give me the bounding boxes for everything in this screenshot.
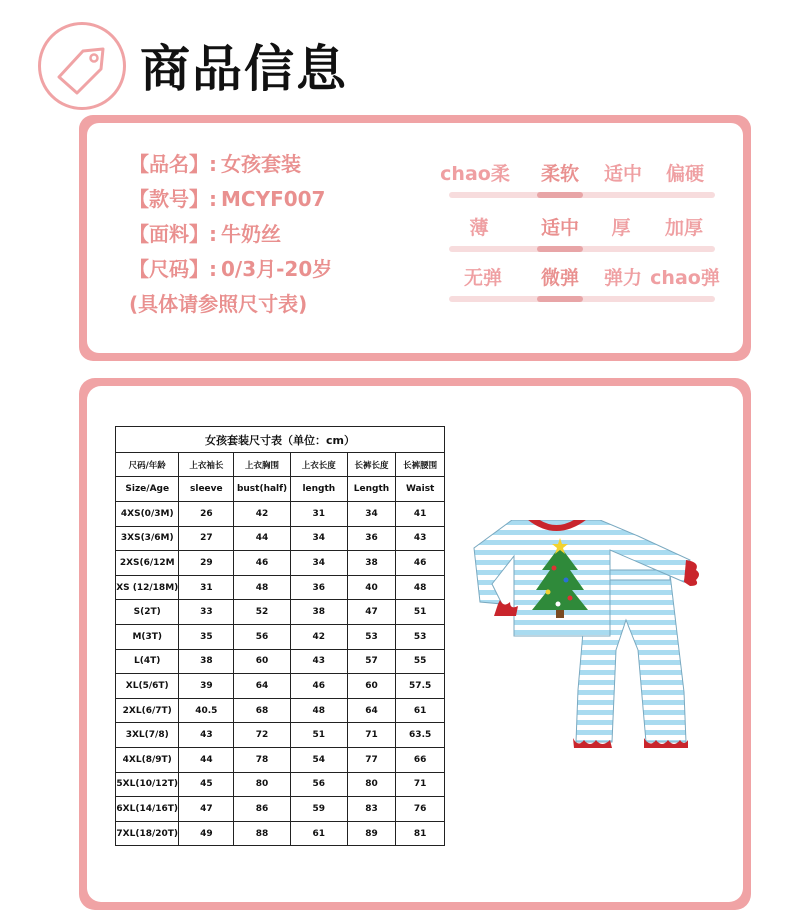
style-number-value: MCYF007 xyxy=(221,187,326,211)
measurement-cell: 71 xyxy=(396,772,445,797)
size-cell: S(2T) xyxy=(116,600,179,625)
header-cell: 上衣胸围 xyxy=(234,453,291,477)
size-cell: XL(5/6T) xyxy=(116,674,179,699)
measurement-cell: 52 xyxy=(234,600,291,625)
size-table-caption: 女孩套装尺寸表（单位：cm） xyxy=(116,427,445,453)
measurement-cell: 44 xyxy=(179,747,234,772)
elasticity-option-3: 弹力 xyxy=(603,267,643,289)
header-cell: bust(half) xyxy=(234,477,291,502)
table-row xyxy=(116,624,445,649)
measurement-cell: 42 xyxy=(290,624,347,649)
size-cell: 4XL(8/9T) xyxy=(116,747,179,772)
measurement-cell: 72 xyxy=(234,723,291,748)
table-row xyxy=(116,649,445,674)
christmas-tree-pajama-illustration xyxy=(470,520,706,756)
measurement-cell: 43 xyxy=(179,723,234,748)
measurement-cell: 34 xyxy=(290,526,347,551)
measurement-cell: 48 xyxy=(290,698,347,723)
measurement-cell: 64 xyxy=(347,698,396,723)
table-row xyxy=(116,526,445,551)
table-row xyxy=(116,698,445,723)
size-cell: L(4T) xyxy=(116,649,179,674)
header-cell: Size/Age xyxy=(116,477,179,502)
table-row xyxy=(116,772,445,797)
size-cell: XS (12/18M) xyxy=(116,575,179,600)
softness-track xyxy=(449,192,715,198)
table-row xyxy=(116,674,445,699)
measurement-cell: 57.5 xyxy=(396,674,445,699)
header-cell: Length xyxy=(347,477,396,502)
fabric-label: 【面料】: xyxy=(129,222,217,246)
elasticity-option-4: chao弹 xyxy=(650,267,720,289)
softness-indicator xyxy=(537,192,583,198)
measurement-cell: 42 xyxy=(234,502,291,527)
size-cell: M(3T) xyxy=(116,624,179,649)
product-name-line xyxy=(129,147,332,182)
size-table-header-en xyxy=(116,477,445,502)
thickness-option-4: 加厚 xyxy=(664,217,704,239)
header-cell: 长裤长度 xyxy=(347,453,396,477)
measurement-cell: 47 xyxy=(347,600,396,625)
softness-scale xyxy=(440,159,715,198)
measurement-cell: 43 xyxy=(290,649,347,674)
header-cell: Waist xyxy=(396,477,445,502)
size-cell: 4XS(0/3M) xyxy=(116,502,179,527)
table-row xyxy=(116,821,445,846)
thickness-option-2: 适中 xyxy=(540,217,580,239)
measurement-cell: 40.5 xyxy=(179,698,234,723)
measurement-cell: 76 xyxy=(396,797,445,822)
table-row xyxy=(116,797,445,822)
measurement-cell: 55 xyxy=(396,649,445,674)
table-row xyxy=(116,600,445,625)
measurement-cell: 61 xyxy=(290,821,347,846)
fabric-value: 牛奶丝 xyxy=(221,222,281,246)
elasticity-option-1: 无弹 xyxy=(463,267,503,289)
measurement-cell: 46 xyxy=(396,551,445,576)
measurement-cell: 36 xyxy=(347,526,396,551)
measurement-cell: 61 xyxy=(396,698,445,723)
size-cell: 2XS(6/12M xyxy=(116,551,179,576)
size-cell: 3XS(3/6M) xyxy=(116,526,179,551)
table-row xyxy=(116,502,445,527)
size-cell: 3XL(7/8) xyxy=(116,723,179,748)
measurement-cell: 53 xyxy=(396,624,445,649)
measurement-cell: 47 xyxy=(179,797,234,822)
elasticity-option-2: 微弹 xyxy=(540,267,580,289)
measurement-cell: 38 xyxy=(179,649,234,674)
size-table xyxy=(115,426,445,846)
size-cell: 7XL(18/20T) xyxy=(116,821,179,846)
measurement-cell: 48 xyxy=(396,575,445,600)
table-row xyxy=(116,723,445,748)
table-row xyxy=(116,551,445,576)
thickness-track xyxy=(449,246,715,252)
measurement-cell: 46 xyxy=(290,674,347,699)
price-tag-icon xyxy=(38,22,126,110)
elasticity-indicator xyxy=(537,296,583,302)
size-range-label: 【尺码】: xyxy=(129,257,217,281)
page-title: 商品信息 xyxy=(140,40,348,98)
measurement-cell: 56 xyxy=(234,624,291,649)
softness-option-3: 适中 xyxy=(603,163,643,185)
measurement-cell: 29 xyxy=(179,551,234,576)
thickness-scale xyxy=(449,213,715,252)
measurement-cell: 56 xyxy=(290,772,347,797)
product-name-label: 【品名】: xyxy=(129,152,217,176)
softness-option-1: chao柔 xyxy=(440,163,510,185)
measurement-cell: 59 xyxy=(290,797,347,822)
measurement-cell: 68 xyxy=(234,698,291,723)
measurement-cell: 81 xyxy=(396,821,445,846)
measurement-cell: 80 xyxy=(234,772,291,797)
measurement-cell: 66 xyxy=(396,747,445,772)
measurement-cell: 46 xyxy=(234,551,291,576)
size-table-header-cn xyxy=(116,453,445,477)
measurement-cell: 41 xyxy=(396,502,445,527)
measurement-cell: 63.5 xyxy=(396,723,445,748)
measurement-cell: 43 xyxy=(396,526,445,551)
measurement-cell: 53 xyxy=(347,624,396,649)
product-info-card xyxy=(79,115,751,361)
header-cell: 上衣袖长 xyxy=(179,453,234,477)
size-range-line xyxy=(129,252,332,287)
measurement-cell: 34 xyxy=(347,502,396,527)
softness-option-4: 偏硬 xyxy=(665,163,705,185)
measurement-cell: 51 xyxy=(396,600,445,625)
softness-option-2: 柔软 xyxy=(540,163,580,185)
measurement-cell: 60 xyxy=(234,649,291,674)
measurement-cell: 48 xyxy=(234,575,291,600)
measurement-cell: 40 xyxy=(347,575,396,600)
measurement-cell: 80 xyxy=(347,772,396,797)
measurement-cell: 36 xyxy=(290,575,347,600)
measurement-cell: 35 xyxy=(179,624,234,649)
elasticity-scale xyxy=(449,263,720,302)
elasticity-track xyxy=(449,296,715,302)
measurement-cell: 26 xyxy=(179,502,234,527)
measurement-cell: 34 xyxy=(290,551,347,576)
thickness-indicator xyxy=(537,246,583,252)
measurement-cell: 71 xyxy=(347,723,396,748)
table-row xyxy=(116,747,445,772)
measurement-cell: 83 xyxy=(347,797,396,822)
measurement-cell: 78 xyxy=(234,747,291,772)
size-cell: 2XL(6/7T) xyxy=(116,698,179,723)
size-range-value: 0/3月-20岁 xyxy=(221,257,333,281)
measurement-cell: 44 xyxy=(234,526,291,551)
measurement-cell: 51 xyxy=(290,723,347,748)
measurement-cell: 39 xyxy=(179,674,234,699)
measurement-cell: 31 xyxy=(179,575,234,600)
size-cell: 5XL(10/12T) xyxy=(116,772,179,797)
header-cell: 长裤腰围 xyxy=(396,453,445,477)
header-cell: length xyxy=(290,477,347,502)
page-header xyxy=(0,0,800,115)
measurement-cell: 88 xyxy=(234,821,291,846)
measurement-cell: 77 xyxy=(347,747,396,772)
measurement-cell: 31 xyxy=(290,502,347,527)
measurement-cell: 64 xyxy=(234,674,291,699)
measurement-cell: 33 xyxy=(179,600,234,625)
measurement-cell: 38 xyxy=(347,551,396,576)
measurement-cell: 89 xyxy=(347,821,396,846)
header-cell: 尺码/年龄 xyxy=(116,453,179,477)
thickness-option-3: 厚 xyxy=(611,217,631,239)
measurement-cell: 54 xyxy=(290,747,347,772)
fabric-line xyxy=(129,217,332,252)
size-cell: 6XL(14/16T) xyxy=(116,797,179,822)
measurement-cell: 60 xyxy=(347,674,396,699)
style-number-label: 【款号】: xyxy=(129,187,217,211)
measurement-cell: 38 xyxy=(290,600,347,625)
measurement-cell: 86 xyxy=(234,797,291,822)
thickness-option-1: 薄 xyxy=(469,217,489,239)
measurement-cell: 49 xyxy=(179,821,234,846)
measurement-cell: 27 xyxy=(179,526,234,551)
product-name-value: 女孩套装 xyxy=(221,152,301,176)
header-cell: 上衣长度 xyxy=(290,453,347,477)
size-note: (具体请参照尺寸表) xyxy=(129,292,308,316)
measurement-cell: 57 xyxy=(347,649,396,674)
measurement-cell: 45 xyxy=(179,772,234,797)
header-cell: sleeve xyxy=(179,477,234,502)
product-attributes xyxy=(129,147,332,322)
style-number-line xyxy=(129,182,332,217)
table-row xyxy=(116,575,445,600)
